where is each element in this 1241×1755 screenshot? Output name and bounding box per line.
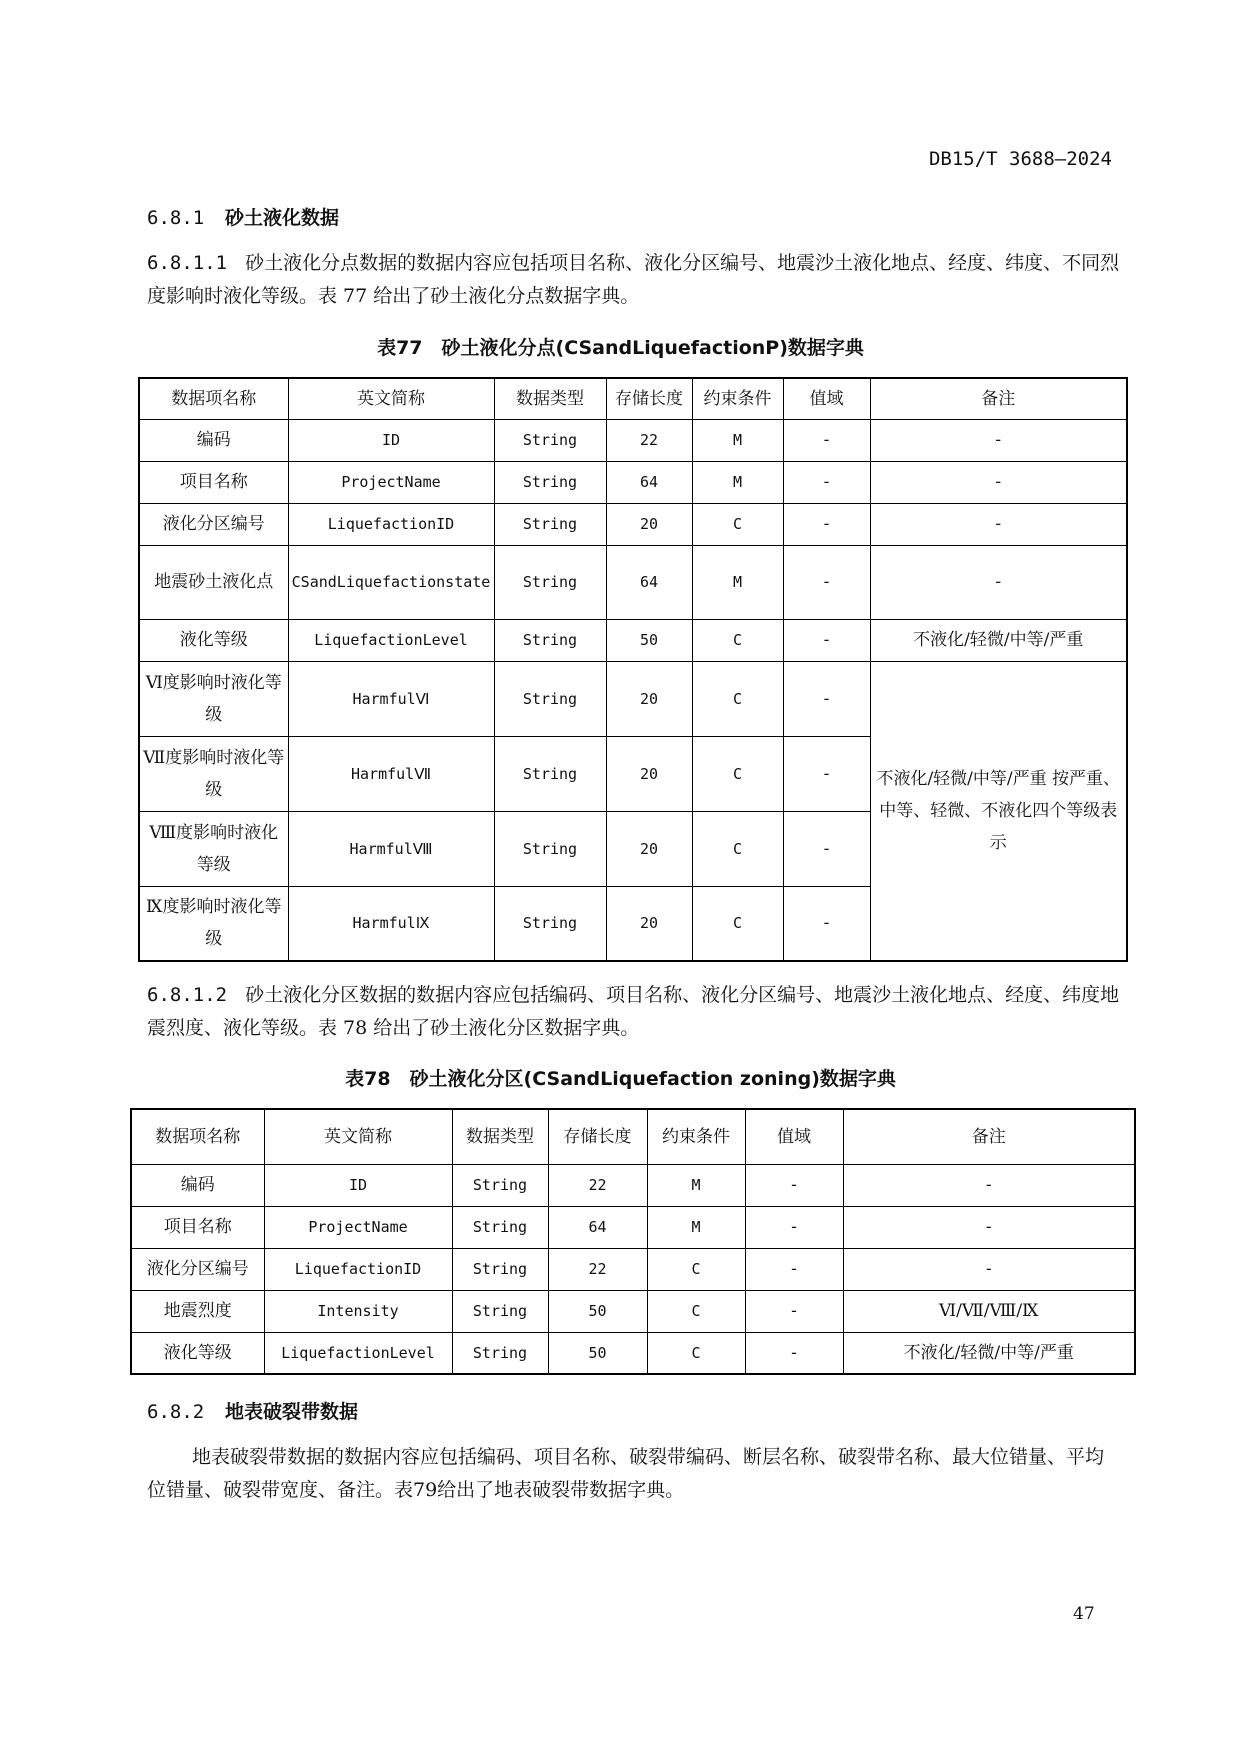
section-title: 地表破裂带数据 xyxy=(225,1401,359,1423)
table-77-caption: 表77 砂土液化分点(CSandLiquefactionP)数据字典 xyxy=(377,337,864,359)
header-cell: 数据项名称 xyxy=(139,378,288,419)
header-cell: 存储长度 xyxy=(606,378,692,419)
cell-constraint: C xyxy=(692,661,783,736)
cell-name: 地震烈度 xyxy=(131,1290,264,1332)
header-cell: 数据类型 xyxy=(452,1109,548,1164)
cell-length: 64 xyxy=(606,461,692,503)
cell-note: - xyxy=(843,1206,1135,1248)
cell-length: 22 xyxy=(606,419,692,461)
paragraph-text: 砂土液化分区数据的数据内容应包括编码、项目名称、液化分区编号、地震沙土液化地点、经度、纬度地震烈度、液化等级。表 78 给出了砂土液化分区数据字典。 xyxy=(147,984,1120,1039)
cell-length: 22 xyxy=(548,1164,647,1206)
paragraph-text: 砂土液化分点数据的数据内容应包括项目名称、液化分区编号、地震沙土液化地点、经度、纬度、不同烈度影响时液化等级。表 77 给出了砂土液化分点数据字典。 xyxy=(147,252,1120,307)
cell-constraint: C xyxy=(692,619,783,661)
table-row xyxy=(131,1332,1135,1374)
cell-name: Ⅶ度影响时液化等级 xyxy=(139,736,288,811)
paragraph-6-8-1-2 xyxy=(147,979,1122,1045)
cell-english: CSandLiquefactionstate xyxy=(288,545,494,619)
cell-name: 项目名称 xyxy=(131,1206,264,1248)
cell-name: Ⅷ度影响时液化等级 xyxy=(139,811,288,886)
cell-domain: - xyxy=(783,811,870,886)
cell-domain: - xyxy=(783,661,870,736)
cell-domain: - xyxy=(783,619,870,661)
table-row xyxy=(139,419,1127,461)
cell-note: - xyxy=(870,503,1127,545)
table-78-caption: 表78 砂土液化分区(CSandLiquefaction zoning)数据字典 xyxy=(345,1068,896,1090)
cell-note: - xyxy=(843,1248,1135,1290)
cell-english: LiquefactionID xyxy=(288,503,494,545)
cell-english: HarmfulⅥ xyxy=(288,661,494,736)
section-number: 6.8.2 xyxy=(147,1401,205,1423)
table-row xyxy=(139,619,1127,661)
table-78 xyxy=(130,1108,1136,1375)
cell-constraint: C xyxy=(647,1332,745,1374)
section-number: 6.8.1 xyxy=(147,207,205,229)
cell-name: 地震砂土液化点 xyxy=(139,545,288,619)
table-row xyxy=(139,545,1127,619)
cell-english: ID xyxy=(288,419,494,461)
cell-type: String xyxy=(494,503,606,545)
table-row xyxy=(131,1248,1135,1290)
cell-domain: - xyxy=(745,1164,843,1206)
cell-domain: - xyxy=(783,545,870,619)
cell-length: 20 xyxy=(606,886,692,961)
cell-english: ProjectName xyxy=(264,1206,452,1248)
cell-type: String xyxy=(494,736,606,811)
section-heading-6-8-2 xyxy=(147,1397,358,1424)
cell-type: String xyxy=(452,1248,548,1290)
cell-constraint: C xyxy=(692,886,783,961)
cell-type: String xyxy=(452,1290,548,1332)
cell-length: 50 xyxy=(606,619,692,661)
header-cell: 约束条件 xyxy=(647,1109,745,1164)
cell-type: String xyxy=(452,1164,548,1206)
cell-note: - xyxy=(870,461,1127,503)
cell-constraint: M xyxy=(692,419,783,461)
table-row xyxy=(131,1164,1135,1206)
cell-constraint: C xyxy=(647,1290,745,1332)
header-cell: 约束条件 xyxy=(692,378,783,419)
table-row xyxy=(131,1206,1135,1248)
cell-constraint: C xyxy=(692,736,783,811)
cell-length: 20 xyxy=(606,661,692,736)
clause-number: 6.8.1.2 xyxy=(147,984,228,1006)
cell-length: 20 xyxy=(606,736,692,811)
cell-english: ID xyxy=(264,1164,452,1206)
cell-type: String xyxy=(494,886,606,961)
cell-domain: - xyxy=(745,1206,843,1248)
header-cell: 数据项名称 xyxy=(131,1109,264,1164)
cell-length: 22 xyxy=(548,1248,647,1290)
cell-constraint: M xyxy=(647,1206,745,1248)
section-title: 砂土液化数据 xyxy=(225,207,340,229)
cell-note: 不液化/轻微/中等/严重 xyxy=(843,1332,1135,1374)
cell-english: ProjectName xyxy=(288,461,494,503)
table-header-row xyxy=(131,1109,1135,1164)
clause-number: 6.8.1.1 xyxy=(147,252,228,274)
header-cell: 备注 xyxy=(843,1109,1135,1164)
table-header-row xyxy=(139,378,1127,419)
table-77 xyxy=(138,377,1128,962)
cell-domain: - xyxy=(783,461,870,503)
cell-english: LiquefactionLevel xyxy=(288,619,494,661)
header-cell: 英文简称 xyxy=(264,1109,452,1164)
cell-note: - xyxy=(870,545,1127,619)
table-row xyxy=(139,461,1127,503)
cell-name: 液化分区编号 xyxy=(131,1248,264,1290)
cell-constraint: M xyxy=(692,461,783,503)
cell-length: 50 xyxy=(548,1332,647,1374)
cell-constraint: C xyxy=(692,811,783,886)
cell-english: HarmfulⅧ xyxy=(288,811,494,886)
cell-english: Intensity xyxy=(264,1290,452,1332)
cell-english: LiquefactionID xyxy=(264,1248,452,1290)
paragraph-6-8-2: 地表破裂带数据的数据内容应包括编码、项目名称、破裂带编码、断层名称、破裂带名称、最大位错量、平均位错量、破裂带宽度、备注。表79给出了地表破裂带数据字典。 xyxy=(147,1446,1105,1501)
cell-type: String xyxy=(494,419,606,461)
cell-name: Ⅵ度影响时液化等级 xyxy=(139,661,288,736)
cell-type: String xyxy=(494,545,606,619)
table-row xyxy=(139,503,1127,545)
cell-constraint: C xyxy=(692,503,783,545)
cell-domain: - xyxy=(783,419,870,461)
cell-domain: - xyxy=(783,886,870,961)
cell-name: 编码 xyxy=(139,419,288,461)
cell-note: 不液化/轻微/中等/严重 xyxy=(870,619,1127,661)
cell-note: - xyxy=(843,1164,1135,1206)
cell-type: String xyxy=(452,1206,548,1248)
header-cell: 数据类型 xyxy=(494,378,606,419)
cell-length: 20 xyxy=(606,503,692,545)
cell-constraint: M xyxy=(647,1164,745,1206)
cell-name: 液化等级 xyxy=(139,619,288,661)
cell-length: 64 xyxy=(548,1206,647,1248)
cell-domain: - xyxy=(745,1248,843,1290)
header-cell: 值域 xyxy=(783,378,870,419)
header-cell: 英文简称 xyxy=(288,378,494,419)
cell-domain: - xyxy=(745,1290,843,1332)
cell-constraint: M xyxy=(692,545,783,619)
cell-type: String xyxy=(494,461,606,503)
table-row xyxy=(131,1290,1135,1332)
cell-note-merged: 不液化/轻微/中等/严重 按严重、中等、轻微、不液化四个等级表示 xyxy=(870,661,1127,961)
table-row xyxy=(139,661,1127,736)
cell-domain: - xyxy=(783,503,870,545)
cell-name: 液化等级 xyxy=(131,1332,264,1374)
cell-name: 编码 xyxy=(131,1164,264,1206)
cell-name: 项目名称 xyxy=(139,461,288,503)
header-cell: 存储长度 xyxy=(548,1109,647,1164)
cell-type: String xyxy=(452,1332,548,1374)
cell-type: String xyxy=(494,811,606,886)
cell-domain: - xyxy=(783,736,870,811)
cell-length: 64 xyxy=(606,545,692,619)
header-cell: 值域 xyxy=(745,1109,843,1164)
cell-name: 液化分区编号 xyxy=(139,503,288,545)
cell-english: LiquefactionLevel xyxy=(264,1332,452,1374)
document-code: DB15/T 3688—2024 xyxy=(928,148,1112,170)
cell-english: HarmfulⅦ xyxy=(288,736,494,811)
cell-name: Ⅸ度影响时液化等级 xyxy=(139,886,288,961)
paragraph-6-8-1-1 xyxy=(147,247,1122,313)
header-cell: 备注 xyxy=(870,378,1127,419)
section-heading-6-8-1 xyxy=(147,203,339,230)
cell-length: 50 xyxy=(548,1290,647,1332)
cell-constraint: C xyxy=(647,1248,745,1290)
cell-note: Ⅵ/Ⅶ/Ⅷ/Ⅸ xyxy=(843,1290,1135,1332)
cell-length: 20 xyxy=(606,811,692,886)
page-number: 47 xyxy=(1073,1604,1095,1624)
cell-type: String xyxy=(494,661,606,736)
cell-english: HarmfulⅨ xyxy=(288,886,494,961)
cell-domain: - xyxy=(745,1332,843,1374)
cell-type: String xyxy=(494,619,606,661)
cell-note: - xyxy=(870,419,1127,461)
